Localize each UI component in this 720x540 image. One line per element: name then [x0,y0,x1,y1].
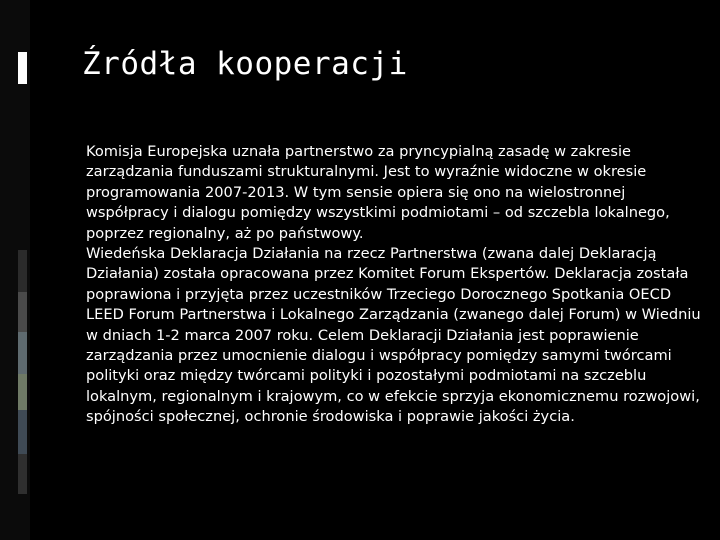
paragraph: Komisja Europejska uznała partnerstwo za pryncypialną zasadę w zakresie zarządzania funduszami strukturalnymi. Jest to wyraźnie widoczne w okresie programowania 2007-2013. W tym sensie opiera się ono na wielostronnej współpracy i dialogu pomiędzy wszystkimi podmiotami – od szczebla lokalnego, poprzez regionalny, aż po państwowy. [86,143,670,242]
accent-segment [18,410,27,454]
accent-segment [18,454,27,494]
slide-body [86,142,706,428]
accent-segment [18,250,27,292]
slide-title: Źródła kooperacji [82,46,408,82]
accent-segment [18,292,27,332]
title-accent-block [18,52,27,84]
accent-segment [18,374,27,410]
paragraph: Wiedeńska Deklaracja Działania na rzecz Partnerstwa (zwana dalej Deklaracją Działania) została opracowana przez Komitet Forum Ekspertów. Deklaracja została poprawiona i przyjęta przez uczestników Trzeciego Dorocznego Spotkania OECD LEED Forum Partnerstwa i Lokalnego Zarządzania (zwanego dalej Forum) w Wiedniu w dniach 1-2 marca 2007 roku. Celem Deklaracji Działania jest poprawienie zarządzania przez umocnienie dialogu i współpracy pomiędzy samymi twórcami polityki oraz między twórcami polityki i pozostałymi podmiotami na szczeblu lokalnym, regionalnym i krajowym, co w efekcie sprzyja ekonomicznemu rozwojowi, spójności społecznej, ochronie środowiska i poprawie jakości życia. [86,245,701,426]
accent-segment [18,332,27,374]
